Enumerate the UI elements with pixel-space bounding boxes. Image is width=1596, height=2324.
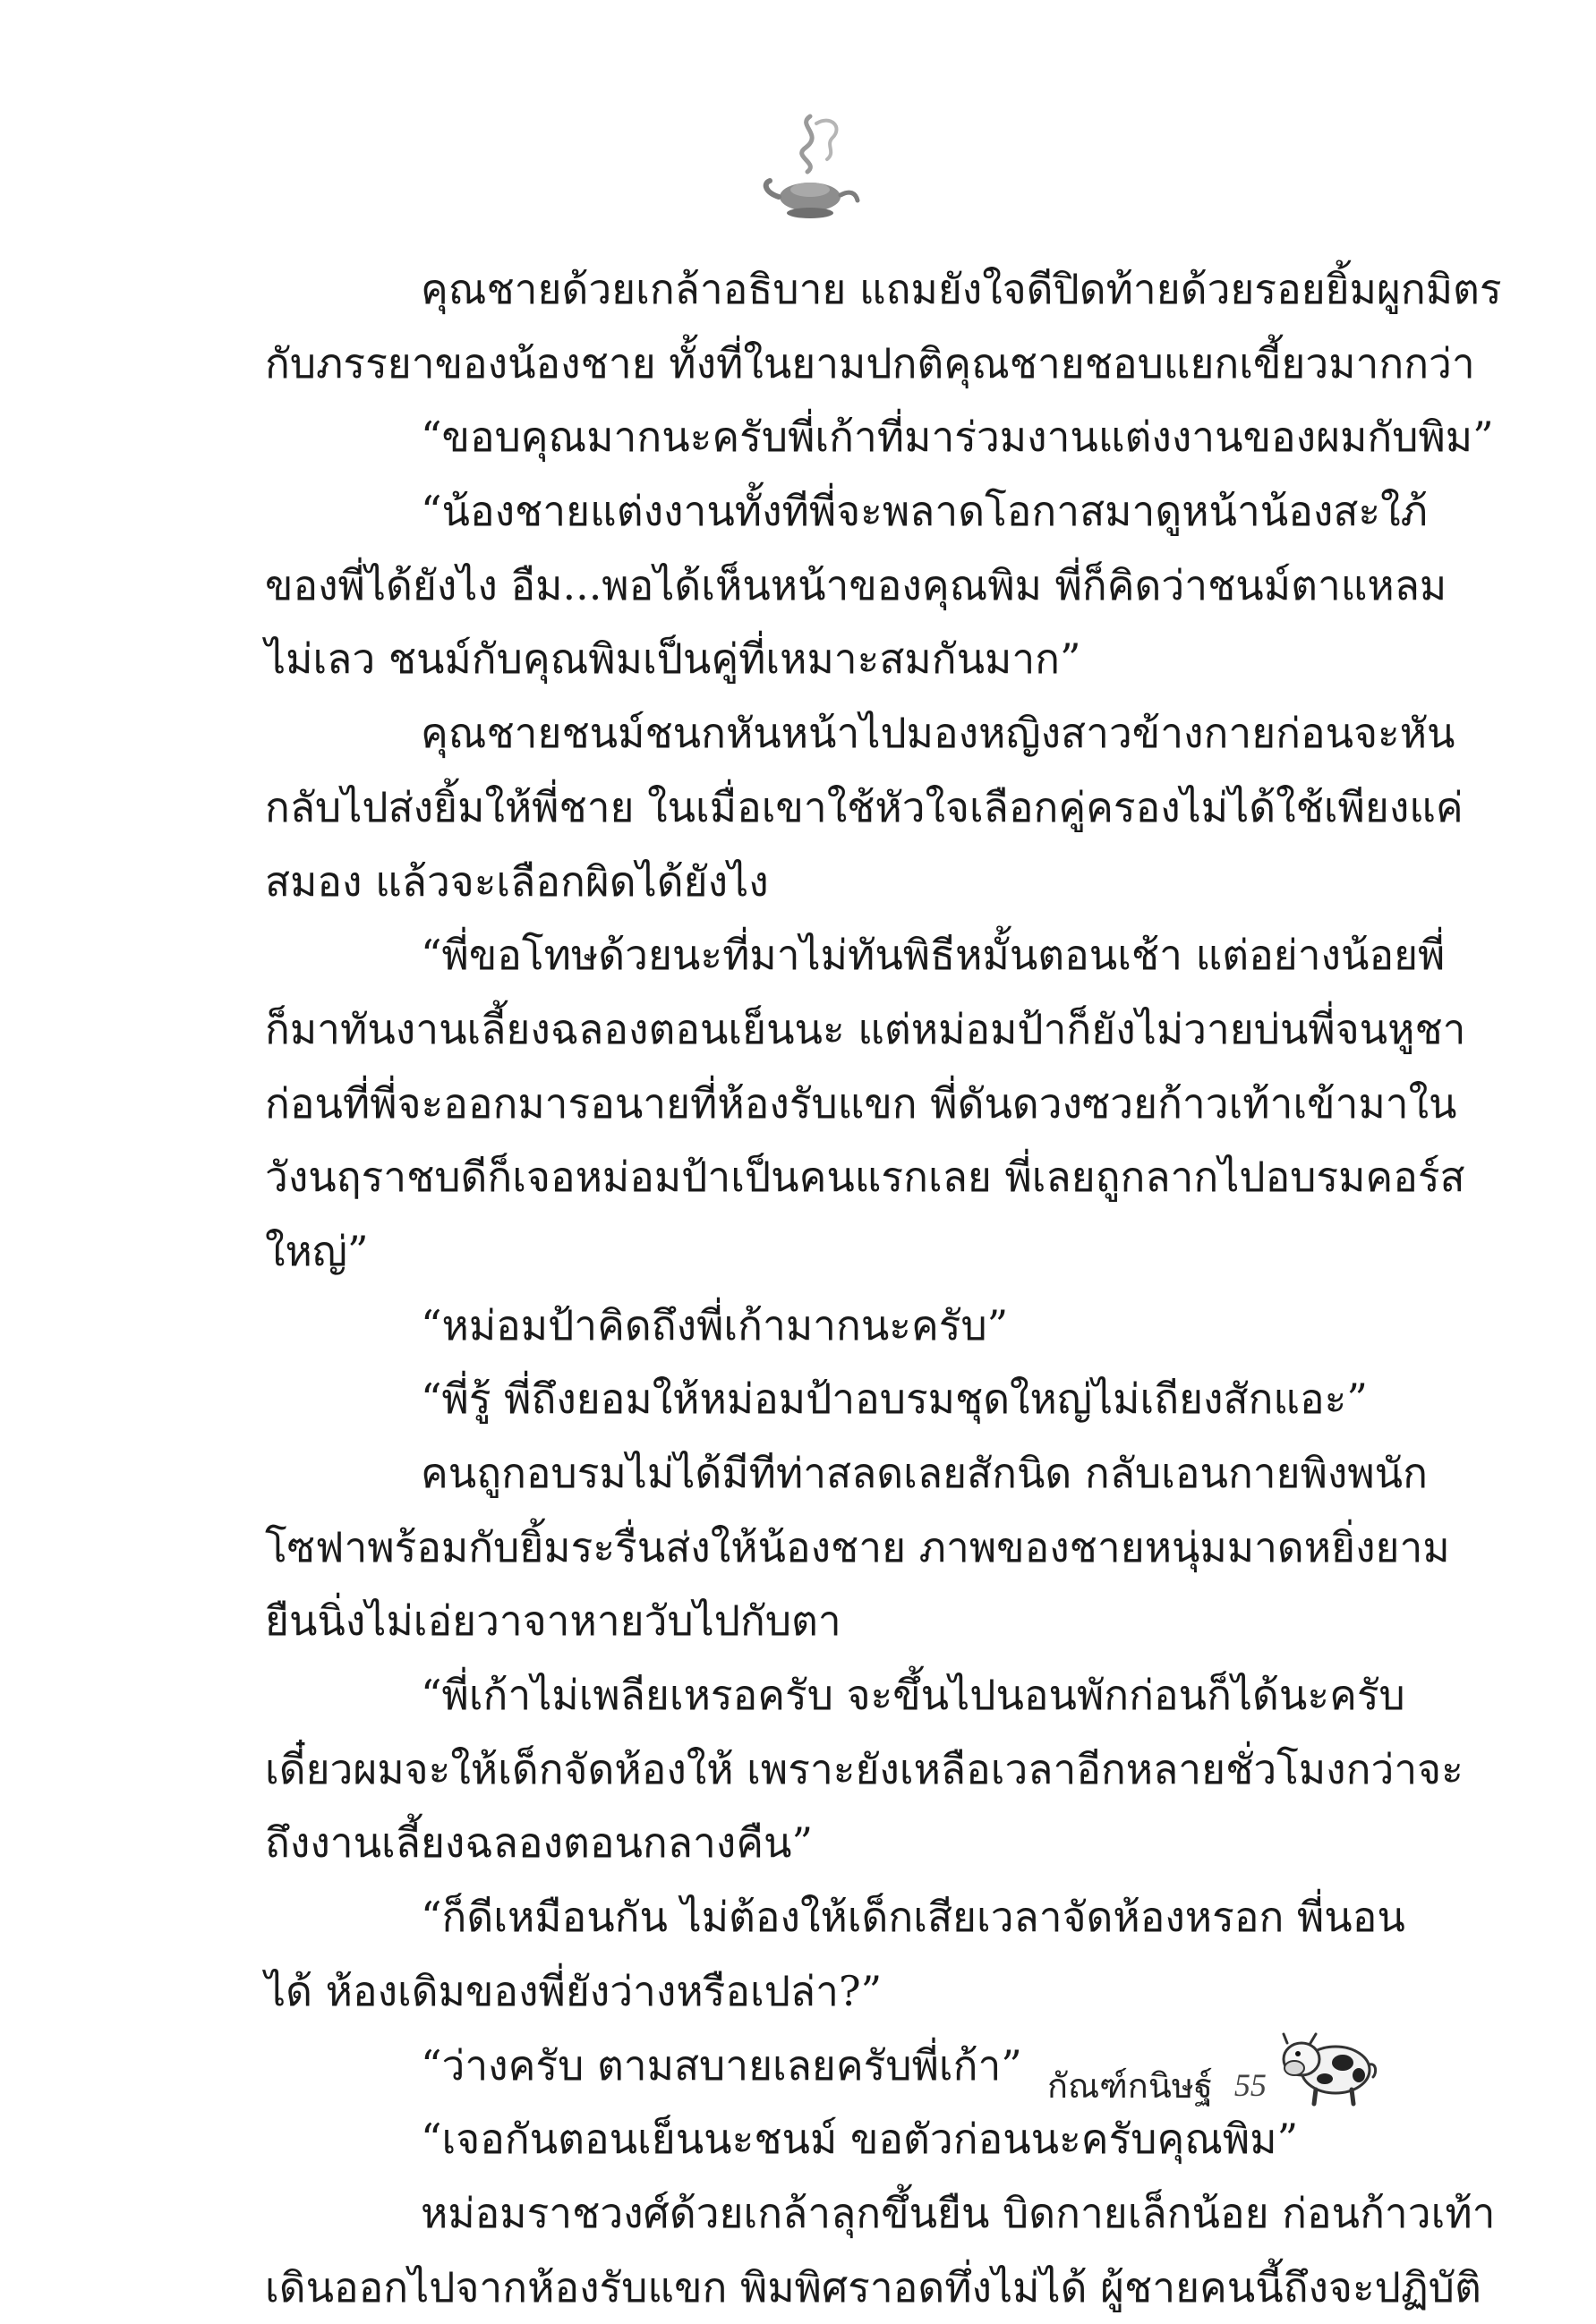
text-line: “ขอบคุณมากนะครับพี่เก้าที่มาร่วมงานแต่งงานของผมกับพิม” <box>421 413 1494 462</box>
page-number: 55 <box>1233 2067 1267 2103</box>
text-line: “พี่รู้ พี่ถึงยอมให้หม่อมป้าอบรมชุดใหญ่ไม่เถียงสักแอะ” <box>421 1375 1368 1424</box>
author-name: กัณฑ์กนิษฐ์ <box>1047 2065 1213 2106</box>
text-line: หม่อมราชวงศ์ด้วยเกล้าลุกขึ้นยืน บิดกายเล็กน้อย ก่อนก้าวเท้า <box>421 2188 1496 2237</box>
text-line: คุณชายด้วยเกล้าอธิบาย แถมยังใจดีปิดท้ายด้วยรอยยิ้มผูกมิตร <box>421 265 1502 313</box>
text-line: “ก็ดีเหมือนกัน ไม่ต้องให้เด็กเสียเวลาจัดห้องหรอก พี่นอน <box>421 1893 1405 1942</box>
text-line: “พี่เก้าไม่เพลียเหรอครับ จะขึ้นไปนอนพักก่อนก็ได้นะครับ <box>421 1671 1405 1720</box>
teapot-ornament-icon <box>761 107 859 233</box>
text-line: “น้องชายแต่งงานทั้งทีพี่จะพลาดโอกาสมาดูหน้าน้องสะใภ้ <box>421 487 1428 536</box>
text-line: “ว่างครับ ตามสบายเลยครับพี่เก้า” <box>421 2040 1022 2090</box>
text-line: ก็มาทันงานเลี้ยงฉลองตอนเย็นนะ แต่หม่อมป้าก็ยังไม่วายบ่นพี่จนหูชา <box>265 1004 1466 1053</box>
text-line: กลับไปส่งยิ้มให้พี่ชาย ในเมื่อเขาใช้หัวใจเลือกคู่ครองไม่ได้ใช้เพียงแค่ <box>265 782 1464 831</box>
text-line: ได้ ห้องเดิมของพี่ยังว่างหรือเปล่า?” <box>265 1966 883 2015</box>
text-line: โซฟาพร้อมกับยิ้มระรื่นส่งให้น้องชาย ภาพของชายหนุ่มมาดหยิ่งยาม <box>265 1522 1450 1571</box>
page-footer <box>1047 2049 1267 2121</box>
text-line: ไม่เลว ชนม์กับคุณพิมเป็นคู่ที่เหมาะสมกันมาก” <box>265 634 1081 684</box>
text-line: เดี๋ยวผมจะให้เด็กจัดห้องให้ เพราะยังเหลือเวลาอีกหลายชั่วโมงกว่าจะ <box>265 1744 1464 1793</box>
text-line: กับภรรยาของน้องชาย ทั้งที่ในยามปกติคุณชายชอบแยกเขี้ยวมากกว่า <box>265 338 1475 387</box>
text-line: สมอง แล้วจะเลือกผิดได้ยังไง <box>265 856 769 906</box>
text-line: เดินออกไปจากห้องรับแขก พิมพิศราอดทึ่งไม่ได้ ผู้ชายคนนี้ถึงจะปฏิบัติ <box>265 2262 1481 2311</box>
text-line: “พี่ขอโทษด้วยนะที่มาไม่ทันพิธีหมั้นตอนเช้า แต่อย่างน้อยพี่ <box>421 931 1446 980</box>
text-line: ของพี่ได้ยังไง อืม...พอได้เห็นหน้าของคุณพิม พี่ก็คิดว่าชนม์ตาแหลม <box>265 560 1447 609</box>
text-line: ยืนนิ่งไม่เอ่ยวาจาหายวับไปกับตา <box>265 1596 841 1646</box>
text-line: ใหญ่” <box>265 1226 369 1275</box>
cow-mascot-icon <box>1280 2018 1378 2107</box>
text-line: ก่อนที่พี่จะออกมารอนายที่ห้องรับแขก พี่ดันดวงซวยก้าวเท้าเข้ามาใน <box>265 1078 1457 1128</box>
text-line: วังนฤราชบดีก็เจอหม่อมป้าเป็นคนแรกเลย พี่เลยถูกลากไปอบรมคอร์ส <box>265 1153 1465 1202</box>
text-line: คุณชายชนม์ชนกหันหน้าไปมองหญิงสาวข้างกายก่อนจะหัน <box>421 709 1455 758</box>
text-line: คนถูกอบรมไม่ได้มีทีท่าสลดเลยสักนิด กลับเอนกายพิงพนัก <box>421 1449 1428 1497</box>
text-line: “เจอกันตอนเย็นนะชนม์ ขอตัวก่อนนะครับคุณพิม” <box>421 2115 1299 2164</box>
body-text <box>265 252 1502 2324</box>
text-line: ถึงงานเลี้ยงฉลองตอนกลางคืน” <box>265 1818 813 1868</box>
text-line: “หม่อมป้าคิดถึงพี่เก้ามากนะครับ” <box>421 1300 1009 1349</box>
